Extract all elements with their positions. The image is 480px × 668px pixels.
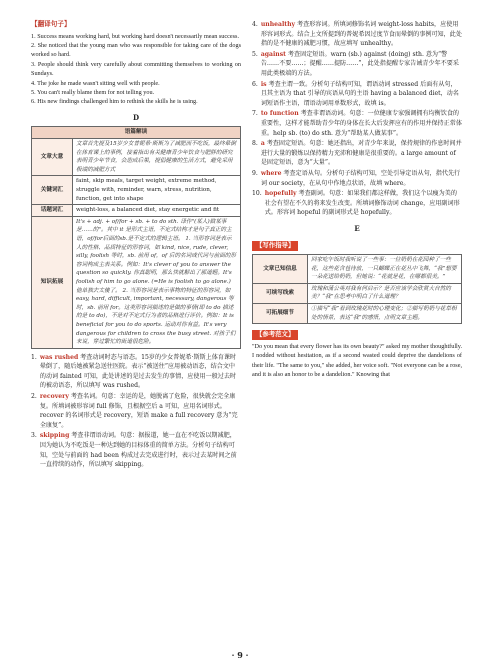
answer-item <box>252 50 462 79</box>
analysis-table <box>31 126 241 348</box>
reference-essay-header: 【参考范文】 <box>252 330 298 340</box>
item-text: 考查主谓一致。分析句子结构可知，谓语动词 stressed 后面有从句，且其主语为 that 引导的宾语从句的主语 having a balanced diet，动名词短语作主语，谓语动词用单数形式，故填 is。 <box>260 80 459 107</box>
answer-item <box>252 20 462 49</box>
analysis-table-header: 语篇解读 <box>32 127 241 139</box>
answer-items-right <box>252 20 462 218</box>
item-text: 考查固定短语。warn (sb.) against (doing) sth. 意为“警告……不要……；提醒……提防……”，此处指提醒专家告诫青少年不要采用此类极端的方法。 <box>260 50 459 77</box>
item-text: 考查非谓语动词。句意：据报道，她一直在不吃饭以期减肥，因为她认为不吃饭是一种达到她的目标体重的简单方法。分析句子结构可知，空处与前面的 had been 构成过去完成进行时，表示过去某时间之前一直持续的动作，所以填写 skipping。 <box>39 432 237 469</box>
item-text: 考查名词。句意：幸运的是，她脱离了危险，很快就会完全康复。所填词被形容词 full 修饰，且根据空后 a 可知，应用名词形式。recover 的名词形式是 recovery，短语 make a full recovery 意为“完全康复”。 <box>39 393 238 429</box>
row-text: It's + adj. + of/for + sb. + to do sth. 译作"(某人)做某事是……的"。其中 it 是形式主语，不定式结构才是句子真正的主语，of/for后面的sb.是不定式的逻辑主语。 1. 当形容词是表示人的性格、品质特征的形容词，如 kind, nice, rude, clever, silly, foolish 等时，sb. 前用 of，of 后的名词或代词与前面的形容词构成主表关系。例如：It's clever of you to answer the question so quickly. 你真聪明，那么快就解出了那道题。It's foolish of him to go alone. (=He is foolish to go alone.) 他单独去太傻了。 2. 当形容词是表示事物的特征的形容词，如 easy, hard, difficult, important, necessary, dangerous 等时，sb. 前用 for。这类形容词描述的是做的事情(即 to do 描述的是 to do)，不是对不定式行为者的品格进行评价。例如：It is beneficial for you to do sports. 运动对你有益。It's very dangerous for children to cross the busy street. 对孩子们来说，穿过繁忙的街道很危险。 <box>73 216 241 348</box>
row-text: 玫瑰和蒲公英对我有何启示？是否应该学会欣赏大自然的美？“我”在思考中明白了什么道理？ <box>308 283 462 303</box>
answer-item <box>252 139 462 168</box>
row-label: 关键词汇 <box>32 176 73 205</box>
page-number: · 9 · <box>231 650 249 660</box>
item-number: 7. <box>252 110 258 118</box>
answer-item <box>31 353 241 391</box>
item-number: 2. <box>31 393 37 401</box>
item-number: 8. <box>252 140 258 148</box>
item-number: 9. <box>252 169 258 177</box>
item-number: 4. <box>252 21 258 28</box>
sentences-title: 【翻译句子】 <box>31 20 71 28</box>
row-text: weight-loss, a balanced diet, stay energetic and fit <box>73 205 241 217</box>
section-d-label: D <box>132 112 140 122</box>
item-number: 5. <box>252 50 258 58</box>
table-row <box>32 176 241 205</box>
sentence: 1. Success means working hard, but working hard doesn't necessarily mean success. <box>31 32 240 40</box>
sentence: 5. You can't really blame them for not telling you. <box>31 89 155 97</box>
answer-item <box>31 392 241 430</box>
answer-items-left <box>31 353 241 470</box>
left-column <box>31 20 241 471</box>
row-label: 文章大意 <box>32 139 73 176</box>
sentence: 4. The joke he made wasn't sitting well with people. <box>31 79 160 87</box>
row-label: 可拓展细节 <box>253 304 308 324</box>
item-key: where <box>260 169 282 177</box>
item-key: hopefully <box>264 190 297 198</box>
item-number: 1. <box>31 353 37 361</box>
row-text: ①描写“我”看到玫瑰花时的心理变化；②描写奶奶与花草相处的情景，表达“我”的感悟，点明文章主题。 <box>308 304 462 324</box>
row-label: 可续写线索 <box>253 283 308 303</box>
item-key: was rushed <box>39 353 79 361</box>
item-key: unhealthy <box>260 21 296 28</box>
row-label: 文章已知信息 <box>253 255 308 284</box>
row-label: 知识拓展 <box>32 216 73 348</box>
writing-guide-header: 【写作指导】 <box>252 241 298 251</box>
item-number: 10. <box>252 190 262 198</box>
item-key: recovery <box>39 393 69 401</box>
item-key: is <box>260 80 267 88</box>
section-e-label: E <box>354 223 360 233</box>
writing-guide-table <box>252 254 462 324</box>
sentence: 6. His new findings challenged him to rethink the skills he is using. <box>31 98 198 106</box>
table-row <box>253 304 462 324</box>
answer-item <box>252 169 462 188</box>
item-text: 考查形容词。所填词修饰名词 weight-loss habits，应使用形容词形式。结合上文所提到的普妮希因过度节食而晕倒的事例可知，此处指的是不健康的减肥习惯，故应填写 unhealthy。 <box>260 21 462 48</box>
answer-item <box>252 109 462 138</box>
item-text: 考查动词时态与语态。15岁的少女普妮希·斯斯上体育课时晕倒了，随后她被紧急送往医院。表示“被送往”应用被动语态，结合文中的动词 fainted 可知，此处讲述的是过去发生的事情，应使用一般过去时的被动语态，所以填写 was rushed。 <box>39 353 237 390</box>
row-label: 话题词汇 <box>32 205 73 217</box>
answer-item <box>31 431 241 469</box>
table-row <box>32 139 241 176</box>
row-text: 回家吃午饭时我听说了一些事：一位奶奶在花园种了一些花，这些花含苞待放，一只蝴蝶正在花丛中飞舞，“我”想要一朵花送给奶奶，但她说：“花就是花，在哪都很美。” <box>308 255 462 284</box>
right-column <box>252 20 462 379</box>
item-text: 考查副词。句意：如果我们都这样做，我们这个以瘦为美的社会有望在不久的将来发生改变。所填词修饰动词 change，应用副词形式。形容词 hopeful 的副词形式是 hopefully。 <box>264 190 460 217</box>
answer-item <box>252 80 462 109</box>
sentence: 2. She noticed that the young man who was responsible for taking care of the dogs worked so hard. <box>31 42 241 59</box>
item-key: against <box>260 50 286 58</box>
answer-item <box>252 189 462 218</box>
item-key: skipping <box>39 432 70 440</box>
item-text: 考查固定短语。句意：她还指出，对青少年来说，保持规律的作息时间并进行大量的锻炼以保持精力充沛和健康是很重要的。a large amount of 是固定短语，意为“大量”。 <box>260 140 462 167</box>
sentence-list <box>31 32 241 107</box>
table-row <box>253 283 462 303</box>
item-key: a <box>260 140 265 148</box>
table-row <box>253 255 462 284</box>
row-text: 文章首先提及15岁少女普妮希·斯斯为了减肥而不吃饭，最终晕倒在体育课上的事例，接着指出有关健康青少年饮食与肥胖的研究表明青少年节食，会造成后果，提倡健康的生活方式，避免采用极端的减肥方式 <box>73 139 241 176</box>
reference-essay-text: "Do you mean that every flower has its own beauty?" asked my mother thoughtfully. I nodded without hesitation, as if a second wasted could deprive the dandelions of their life. "The same to you," she added, her voice soft. "Not everyone can be a rose, and it is also an honor to be a dandelion." Knowing that <box>252 342 462 379</box>
item-number: 6. <box>252 80 258 88</box>
sentence: 3. People should think very carefully about committing themselves to working on Sundays. <box>31 60 241 78</box>
row-text: faint, skip meals, target weight, extreme method, struggle with, reminder, warn, stress, nutrition, function, get into shape <box>73 176 241 205</box>
item-text: 考查定语从句。分析句子结构可知，空处引导定语从句，指代先行词 our society，在从句中作地点状语，故填 where。 <box>260 169 461 187</box>
table-row <box>32 216 241 348</box>
item-number: 3. <box>31 432 37 440</box>
item-key: to function <box>260 110 299 118</box>
item-text: 考查非谓语动词。句意：一位健康专家强调拥有均衡饮食的重要性，这样才能帮助青少年的身体在长大后发挥应有的作用并保持正常体重。help sb. (to) do sth. 意为“帮助某人做某事”。 <box>260 110 462 137</box>
table-row <box>32 205 241 217</box>
